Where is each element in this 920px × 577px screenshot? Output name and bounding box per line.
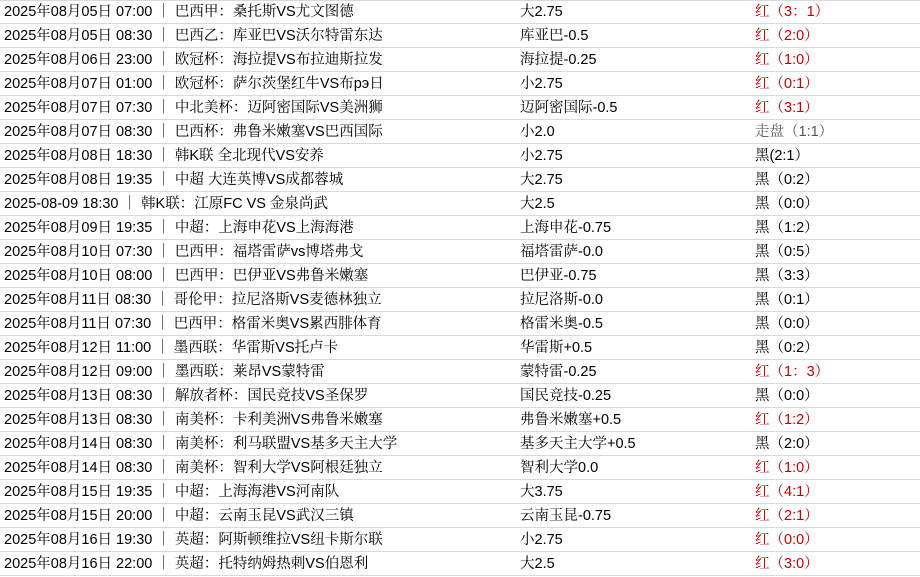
- table-row[interactable]: [0, 216, 920, 240]
- table-row[interactable]: [0, 312, 920, 336]
- result-cell: 红（3:0）: [755, 555, 819, 572]
- result-cell: 红（1：3）: [755, 363, 830, 380]
- handicap-cell: 弗鲁米嫩塞+0.5: [520, 411, 622, 428]
- result-cell: 红（2:0）: [755, 27, 819, 44]
- result-cell: 红（1:2）: [755, 411, 819, 428]
- result-cell: 黑（0:0）: [755, 195, 819, 212]
- match-cell: 2025年08月15日 20:00 ｜ 中超：云南玉昆VS武汉三镇: [4, 507, 354, 524]
- table-row[interactable]: [0, 480, 920, 504]
- table-row[interactable]: [0, 432, 920, 456]
- result-cell: 走盘（1:1）: [755, 123, 834, 140]
- table-row[interactable]: [0, 264, 920, 288]
- match-cell: 2025年08月12日 09:00 ｜ 墨西联：莱昂VS蒙特雷: [4, 363, 325, 380]
- match-cell: 2025年08月11日 07:30 ｜ 巴西甲：格雷米奥VS累西腓体育: [4, 315, 382, 332]
- table-row[interactable]: [0, 96, 920, 120]
- handicap-cell: 巴伊亚-0.75: [520, 267, 597, 284]
- match-cell: 2025年08月12日 11:00 ｜ 墨西联：华雷斯VS托卢卡: [4, 339, 339, 356]
- handicap-cell: 格雷米奥-0.5: [520, 315, 603, 332]
- table-row[interactable]: [0, 144, 920, 168]
- table-row[interactable]: [0, 168, 920, 192]
- handicap-cell: 国民竞技-0.25: [520, 387, 612, 404]
- handicap-cell: 海拉提-0.25: [520, 51, 597, 68]
- table-row[interactable]: [0, 24, 920, 48]
- table-row[interactable]: [0, 384, 920, 408]
- result-cell: 红（0:0）: [755, 531, 819, 548]
- result-cell: 红（1:0）: [755, 459, 819, 476]
- table-row[interactable]: [0, 360, 920, 384]
- result-cell: 黑（0:2）: [755, 339, 819, 356]
- match-cell: 2025年08月13日 08:30 ｜ 解放者杯：国民竞技VS圣保罗: [4, 387, 369, 404]
- table-row[interactable]: [0, 336, 920, 360]
- handicap-cell: 大2.5: [520, 195, 555, 212]
- handicap-cell: 蒙特雷-0.25: [520, 363, 597, 380]
- table-row[interactable]: [0, 288, 920, 312]
- table-row[interactable]: [0, 552, 920, 576]
- match-cell: 2025年08月07日 07:30 ｜ 中北美杯：迈阿密国际VS美洲狮: [4, 99, 383, 116]
- result-cell: 黑（0:0）: [755, 387, 819, 404]
- match-cell: 2025年08月11日 08:30 ｜ 哥伦甲：拉尼洛斯VS麦德林独立: [4, 291, 382, 308]
- result-cell: 红（0:1）: [755, 75, 819, 92]
- handicap-cell: 智利大学0.0: [520, 459, 599, 476]
- table-row[interactable]: [0, 408, 920, 432]
- match-cell: 2025年08月15日 19:35 ｜ 中超：上海海港VS河南队: [4, 483, 340, 500]
- result-cell: 黑（0:0）: [755, 315, 819, 332]
- result-cell: 黑（3:3）: [755, 267, 819, 284]
- match-cell: 2025年08月08日 19:35 ｜ 中超 大连英博VS成都蓉城: [4, 171, 344, 188]
- handicap-cell: 华雷斯+0.5: [520, 339, 593, 356]
- table-row[interactable]: [0, 48, 920, 72]
- handicap-cell: 大2.75: [520, 171, 563, 188]
- handicap-cell: 迈阿密国际-0.5: [520, 99, 618, 116]
- handicap-cell: 大3.75: [520, 483, 563, 500]
- handicap-cell: 福塔雷萨-0.0: [520, 243, 603, 260]
- result-cell: 黑（2:0）: [755, 435, 819, 452]
- handicap-cell: 大2.75: [520, 4, 563, 20]
- handicap-cell: 大2.5: [520, 555, 555, 572]
- result-cell: 黑（0:2）: [755, 171, 819, 188]
- match-cell: 2025年08月10日 07:30 ｜ 巴西甲：福塔雷萨vs博塔弗戈: [4, 243, 364, 260]
- result-cell: 黑(2:1）: [755, 147, 809, 164]
- match-cell: 2025年08月06日 23:00 ｜ 欧冠杯：海拉提VS布拉迪斯拉发: [4, 51, 383, 68]
- match-cell: 2025年08月13日 08:30 ｜ 南美杯：卡利美洲VS弗鲁米嫩塞: [4, 411, 383, 428]
- match-cell: 2025年08月09日 19:35 ｜ 中超：上海申花VS上海海港: [4, 219, 354, 236]
- handicap-cell: 上海申花-0.75: [520, 219, 612, 236]
- result-cell: 红（3：1）: [755, 4, 830, 20]
- match-cell: 2025年08月16日 22:00 ｜ 英超：托特纳姆热刺VS伯恩利: [4, 555, 369, 572]
- result-cell: 红（2:1）: [755, 507, 819, 524]
- handicap-cell: 拉尼洛斯-0.0: [520, 291, 603, 308]
- handicap-cell: 云南玉昆-0.75: [520, 507, 612, 524]
- match-cell: 2025-08-09 18:30 ｜ 韩K联：江原FC VS 金泉尚武: [4, 195, 328, 212]
- table-row[interactable]: [0, 192, 920, 216]
- result-cell: 红（4:1）: [755, 483, 819, 500]
- match-cell: 2025年08月07日 08:30 ｜ 巴西杯：弗鲁米嫩塞VS巴西国际: [4, 123, 383, 140]
- match-cell: 2025年08月08日 18:30 ｜ 韩K联 全北现代VS安养: [4, 147, 324, 164]
- table-row[interactable]: [0, 504, 920, 528]
- table-row[interactable]: [0, 72, 920, 96]
- table-row[interactable]: [0, 528, 920, 552]
- handicap-cell: 小2.75: [520, 531, 563, 548]
- handicap-cell: 库亚巴-0.5: [520, 27, 589, 44]
- table-row[interactable]: [0, 240, 920, 264]
- match-cell: 2025年08月10日 08:00 ｜ 巴西甲：巴伊亚VS弗鲁米嫩塞: [4, 267, 369, 284]
- match-cell: 2025年08月16日 19:30 ｜ 英超：阿斯顿维拉VS纽卡斯尔联: [4, 531, 383, 548]
- match-cell: 2025年08月05日 08:30 ｜ 巴西乙：库亚巴VS沃尔特雷东达: [4, 27, 383, 44]
- handicap-cell: 小2.75: [520, 75, 563, 92]
- handicap-cell: 小2.75: [520, 147, 563, 164]
- table-row[interactable]: [0, 120, 920, 144]
- handicap-cell: 小2.0: [520, 123, 555, 140]
- match-cell: 2025年08月14日 08:30 ｜ 南美杯：利马联盟VS基多天主大学: [4, 435, 398, 452]
- match-cell: 2025年08月07日 01:00 ｜ 欧冠杯：萨尔茨堡红牛VS布рэ日: [4, 75, 384, 92]
- handicap-cell: 基多天主大学+0.5: [520, 435, 636, 452]
- match-cell: 2025年08月05日 07:00 ｜ 巴西甲：桑托斯VS尤文图德: [4, 4, 354, 20]
- table-row[interactable]: [0, 0, 920, 24]
- result-cell: 黑（1:2）: [755, 219, 819, 236]
- result-cell: 黑（0:5）: [755, 243, 819, 260]
- result-cell: 红（1:0）: [755, 51, 819, 68]
- match-cell: 2025年08月14日 08:30 ｜ 南美杯：智利大学VS阿根廷独立: [4, 459, 383, 476]
- table-row[interactable]: [0, 456, 920, 480]
- result-cell: 黑（0:1）: [755, 291, 819, 308]
- result-cell: 红（3:1）: [755, 99, 819, 116]
